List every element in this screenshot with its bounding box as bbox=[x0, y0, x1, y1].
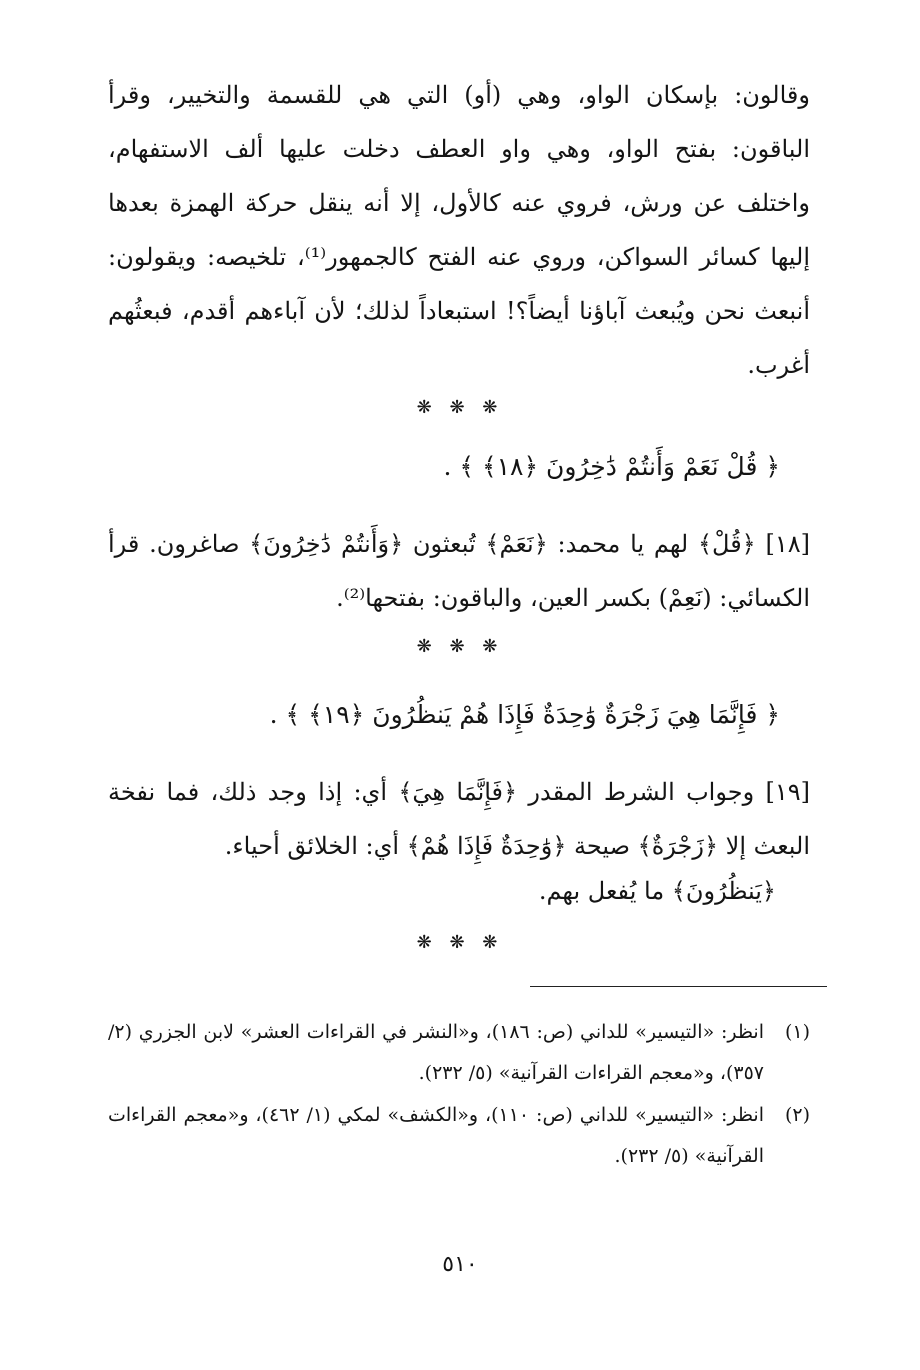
footnote-number: (٢) bbox=[784, 1104, 810, 1126]
section-separator: ❋ ❋ ❋ bbox=[416, 397, 504, 418]
section-separator: ❋ ❋ ❋ bbox=[416, 636, 504, 657]
footnote-text: انظر: «التيسير» للداني (ص: ١١٠)، و«الكشف» لمكي (١/ ٤٦٢)، و«معجم القراءات القرآنية» (٥/ ٢٣٢). bbox=[108, 1104, 765, 1167]
footnote-2 bbox=[108, 1095, 810, 1177]
footnote-divider bbox=[530, 986, 827, 987]
footnote-number: (١) bbox=[784, 1021, 810, 1043]
paragraph-verse-19-commentary: [١٩] وجواب الشرط المقدر ﴿فَإِنَّمَا هِيَ﴾ أي: إذا وجد ذلك، فما نفخة البعث إلا ﴿زَجْرَةٌ﴾ صيحة ﴿وَٰحِدَةٌ فَإِذَا هُمْ﴾ أي: الخلائق أحياء. bbox=[108, 778, 810, 860]
footnote-1 bbox=[108, 1012, 810, 1094]
section-separator: ❋ ❋ ❋ bbox=[416, 932, 504, 953]
footnote-text: انظر: «التيسير» للداني (ص: ١٨٦)، و«النشر في القراءات العشر» لابن الجزري (٢/ ٣٥٧)، و«معجم القراءات القرآنية» (٥/ ٢٣٢). bbox=[108, 1021, 764, 1084]
paragraph-verse-19-continuation: ﴿يَنظُرُونَ﴾ ما يُفعل بهم. bbox=[538, 877, 776, 905]
page-number: ٥١٠ bbox=[442, 1252, 478, 1277]
quran-verse-19: ﴿ فَإِنَّمَا هِيَ زَجْرَةٌ وَٰحِدَةٌ فَإِذَا هُمْ يَنظُرُونَ ﴿١٩﴾ ﴾ . bbox=[269, 700, 780, 729]
paragraph-qiraat-commentary: وقالون: بإسكان الواو، وهي (أو) التي هي للقسمة والتخيير، وقرأ الباقون: بفتح الواو، وهي واو العطف دخلت عليها ألف الاستفهام، واختلف عن ورش، فروي عنه كالأول، إلا أنه ينقل حركة الهمزة بعدها إليها كسائر السواكن، وروي عنه الفتح كالجمهور⁽¹⁾، تلخيصه: ويقولون: أنبعث نحن ويُبعث آباؤنا أيضاً؟! استبعاداً لذلك؛ لأن آباءهم أقدم، فبعثُهم أغرب. bbox=[108, 81, 810, 379]
paragraph-verse-18-commentary: [١٨] ﴿قُلْ﴾ لهم يا محمد: ﴿نَعَمْ﴾ تُبعثون ﴿وَأَنتُمْ دَٰخِرُونَ﴾ صاغرون. قرأ الكسائي: (نَعِمْ) بكسر العين، والباقون: بفتحها⁽²⁾. bbox=[108, 530, 810, 612]
quran-verse-18: ﴿ قُلْ نَعَمْ وَأَنتُمْ دَٰخِرُونَ ﴿١٨﴾ ﴾ . bbox=[443, 452, 780, 481]
